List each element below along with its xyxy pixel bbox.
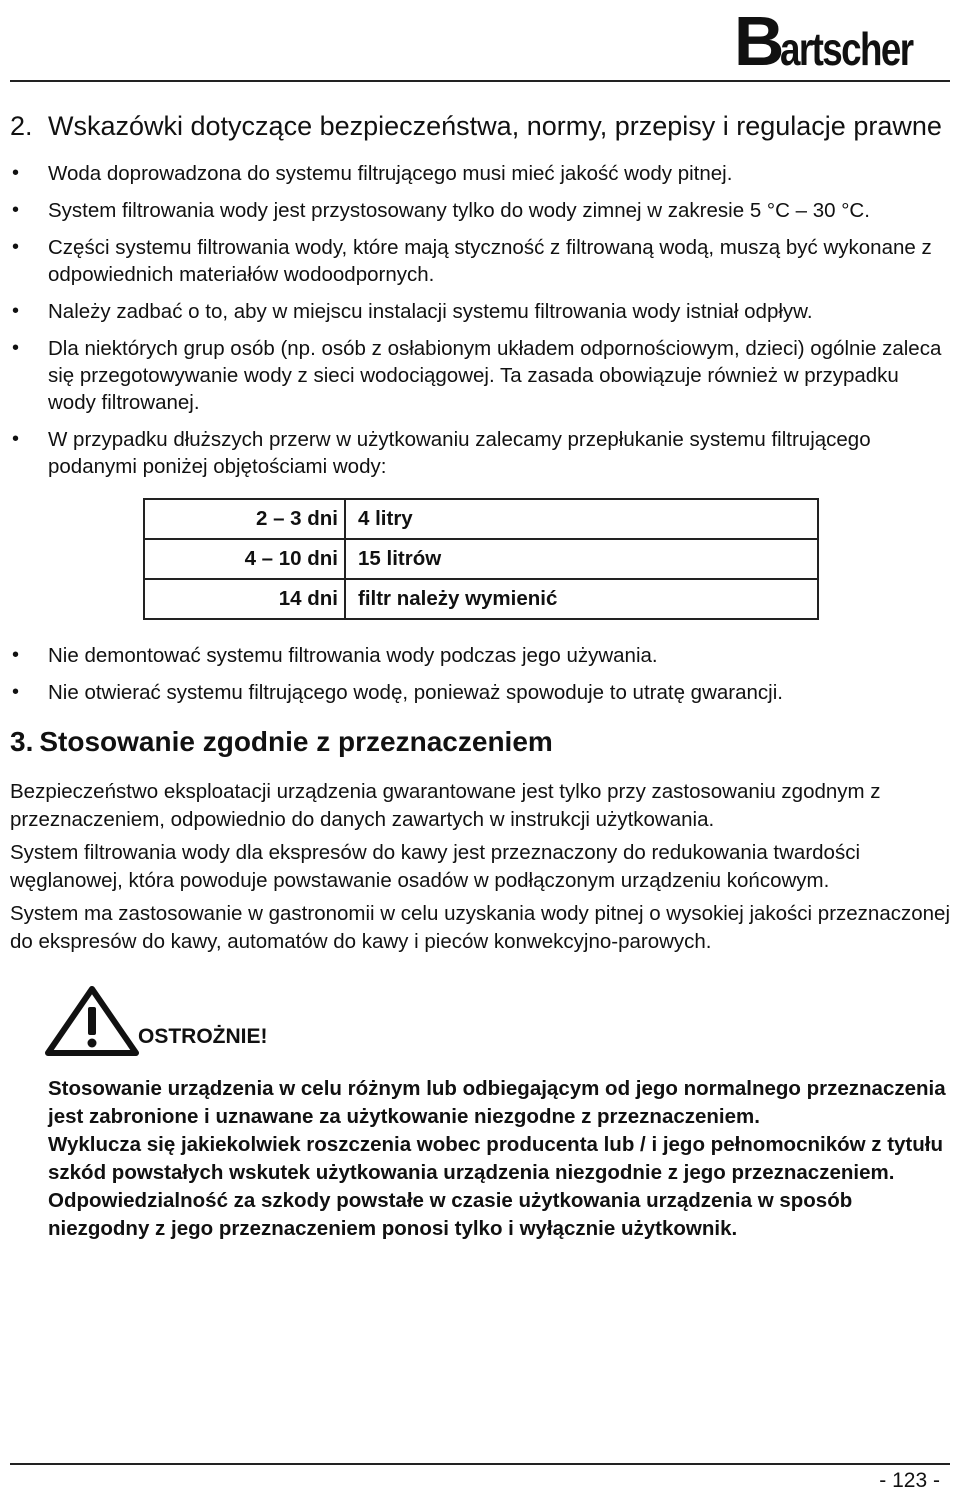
- section-title: Stosowanie zgodnie z przeznaczeniem: [39, 726, 553, 757]
- section-number: 3.: [10, 726, 34, 757]
- page-number: - 123 -: [879, 1469, 940, 1492]
- logo-wordmark: artscher: [780, 23, 913, 75]
- section-3: [10, 724, 950, 955]
- caution-title: OSTROŻNIE!: [138, 1025, 268, 1048]
- safety-list: [10, 160, 950, 480]
- table-cell-period: 14 dni: [144, 579, 345, 619]
- list-item: • Woda doprowadzona do systemu filtrującego musi mieć jakość wody pitnej.: [10, 160, 950, 187]
- table-cell-amount: filtr należy wymienić: [345, 579, 818, 619]
- caution-box: [10, 985, 950, 1243]
- page-content: [10, 108, 950, 1243]
- table-row: [144, 499, 818, 539]
- warning-icon: [44, 985, 140, 1057]
- paragraph: System filtrowania wody dla ekspresów do kawy jest przeznaczony do redukowania twardości węglanowej, która powoduje powstawanie osadów w podłączonym urządzeniu końcowym.: [10, 841, 861, 892]
- footer-divider: [10, 1463, 950, 1465]
- caution-paragraph: Odpowiedzialność za szkody powstałe w czasie użytkowania urządzenia w sposób niezgodny z jego przeznaczeniem ponosi tylko i wyłącznie użytkownik.: [48, 1189, 853, 1240]
- table-cell-period: 2 – 3 dni: [144, 499, 345, 539]
- list-item: • Nie demontować systemu filtrowania wody podczas jego używania.: [10, 642, 950, 669]
- table-cell-amount: 15 litrów: [345, 539, 818, 579]
- list-item: • Dla niektórych grup osób (np. osób z osłabionym układem odpornościowym, dzieci) ogólnie zaleca się przegotowywanie wody z sieci wodociągowej. Ta zasada obowiązuje również w przypadku wody filtrowanej.: [10, 335, 950, 416]
- paragraph: System ma zastosowanie w gastronomii w celu uzyskania wody pitnej o wysokiej jakości przeznaczonej do ekspresów do kawy, automatów do kawy i pieców konwekcyjno-parowych.: [10, 902, 950, 953]
- logo-initial: B: [733, 2, 783, 80]
- caution-paragraph: Stosowanie urządzenia w celu różnym lub odbiegającym od jego normalnego przeznaczenia jest zabronione i uznawane za użytkowanie niezgodne z przeznaczeniem.: [48, 1077, 946, 1128]
- bartscher-logo: [733, 2, 946, 80]
- section-3-heading: [10, 724, 950, 760]
- list-item: • Nie otwierać systemu filtrującego wodę, ponieważ spowoduje to utratę gwarancji.: [10, 679, 950, 706]
- safety-list-continued: [10, 642, 950, 706]
- flush-volume-table: [143, 498, 819, 620]
- section-number: 2.: [10, 111, 33, 141]
- table-row: [144, 539, 818, 579]
- list-item: • System filtrowania wody jest przystosowany tylko do wody zimnej w zakresie 5 °C – 30 °C.: [10, 197, 950, 224]
- caution-paragraph: Wyklucza się jakiekolwiek roszczenia wobec producenta lub / i jego pełnomocników z tytułu szkód powstałych wskutek użytkowania urządzenia niezgodnie z jego przeznaczeniem.: [48, 1133, 944, 1184]
- caution-text: [10, 985, 950, 1243]
- table-row: [144, 579, 818, 619]
- table-cell-period: 4 – 10 dni: [144, 539, 345, 579]
- section-2-heading: [10, 108, 950, 144]
- table-cell-amount: 4 litry: [345, 499, 818, 539]
- section-title: Wskazówki dotyczące bezpieczeństwa, normy, przepisy i regulacje prawne: [48, 111, 942, 141]
- list-item: • W przypadku dłuższych przerw w użytkowaniu zalecamy przepłukanie systemu filtrującego podanymi poniżej objętościami wody:: [10, 426, 950, 480]
- list-item: • Części systemu filtrowania wody, które mają styczność z filtrowaną wodą, muszą być wykonane z odpowiednich materiałów wodoodpornych.: [10, 234, 950, 288]
- list-item: • Należy zadbać o to, aby w miejscu instalacji systemu filtrowania wody istniał odpływ.: [10, 298, 950, 325]
- flush-table-container: [143, 498, 950, 620]
- paragraph: Bezpieczeństwo eksploatacji urządzenia gwarantowane jest tylko przy zastosowaniu zgodnym z przeznaczeniem, odpowiednio do danych zawartych w instrukcji użytkowania.: [10, 780, 881, 831]
- header-divider: [10, 80, 950, 82]
